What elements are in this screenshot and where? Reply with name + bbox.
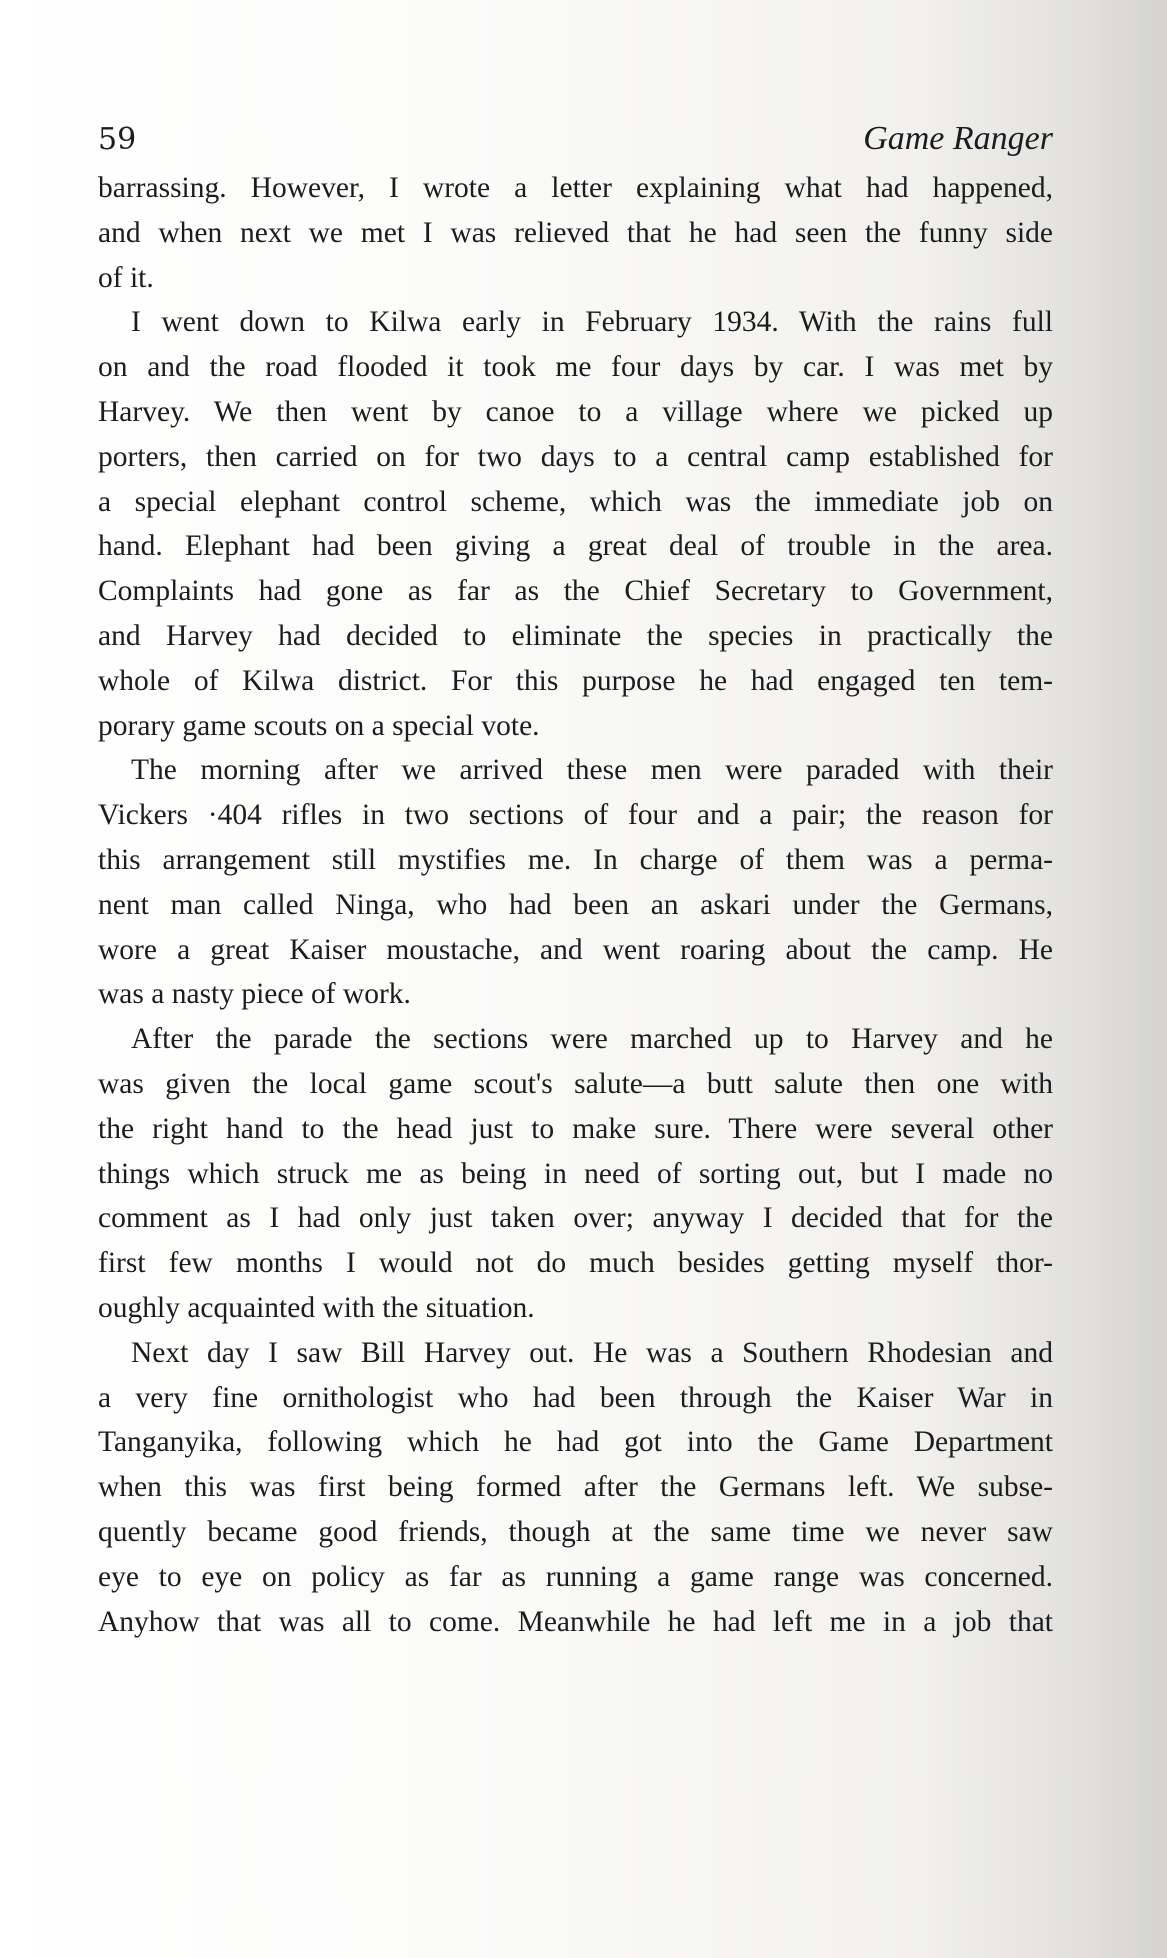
paragraph-1 [98,166,1053,300]
text-line: Harvey. We then went by canoe to a village where we picked up [98,395,1053,428]
text-line: first few months I would not do much besides getting myself thor- [98,1247,1053,1280]
text-line: wore a great Kaiser moustache, and went roaring about the camp. He [98,933,1053,966]
text-line: on and the road flooded it took me four days by car. I was met by [98,351,1053,384]
paragraph-5 [98,1331,1053,1645]
text-line: barrassing. However, I wrote a letter explaining what had happened, [98,172,1053,204]
text-line: of it. [98,261,154,294]
text-line: I went down to Kilwa early in February 1934. With the rains full [131,306,1053,339]
text-line: Complaints had gone as far as the Chief Secretary to Government, [98,575,1053,608]
page-number: 59 [98,122,137,157]
text-line: eye to eye on policy as far as running a game range was concerned. [98,1560,1053,1593]
text-line: the right hand to the head just to make sure. There were several other [98,1112,1053,1145]
paragraph-3 [98,748,1053,1017]
text-line: nent man called Ninga, who had been an askari under the Germans, [98,888,1053,921]
text-line: After the parade the sections were marched up to Harvey and he [131,1023,1053,1056]
text-line: was given the local game scout's salute—a butt salute then one with [98,1067,1053,1100]
text-line: was a nasty piece of work. [98,978,411,1011]
text-line: a special elephant control scheme, which was the immediate job on [98,485,1053,518]
text-line: quently became good friends, though at the same time we never saw [98,1515,1053,1548]
text-line: things which struck me as being in need of sorting out, but I made no [98,1157,1053,1190]
running-header [98,122,1053,166]
text-line: when this was first being formed after the Germans left. We subse- [98,1471,1053,1504]
text-line: comment as I had only just taken over; anyway I decided that for the [98,1202,1053,1235]
paragraph-4 [98,1017,1053,1331]
paragraph-2 [98,300,1053,748]
text-line: oughly acquainted with the situation. [98,1291,535,1324]
running-title: Game Ranger [863,120,1053,157]
text-line: hand. Elephant had been giving a great deal of trouble in the area. [98,530,1053,563]
text-line: a very fine ornithologist who had been through the Kaiser War in [98,1381,1053,1414]
text-line: whole of Kilwa district. For this purpose he had engaged ten tem- [98,664,1053,697]
text-line: this arrangement still mystifies me. In charge of them was a perma- [98,843,1053,876]
text-line: porters, then carried on for two days to a central camp established for [98,440,1053,473]
text-line: and when next we met I was relieved that he had seen the funny side [98,216,1053,249]
text-line: Anyhow that was all to come. Meanwhile he had left me in a job that [98,1605,1053,1638]
page-text-block [98,122,1053,1644]
text-line: Tanganyika, following which he had got into the Game Department [98,1426,1053,1459]
text-line: Next day I saw Bill Harvey out. He was a Southern Rhodesian and [131,1336,1053,1369]
text-line: and Harvey had decided to eliminate the species in practically the [98,619,1053,652]
text-line: Vickers ·404 rifles in two sections of four and a pair; the reason for [98,799,1053,832]
text-line: The morning after we arrived these men were paraded with their [131,754,1053,787]
text-line: porary game scouts on a special vote. [98,709,540,742]
